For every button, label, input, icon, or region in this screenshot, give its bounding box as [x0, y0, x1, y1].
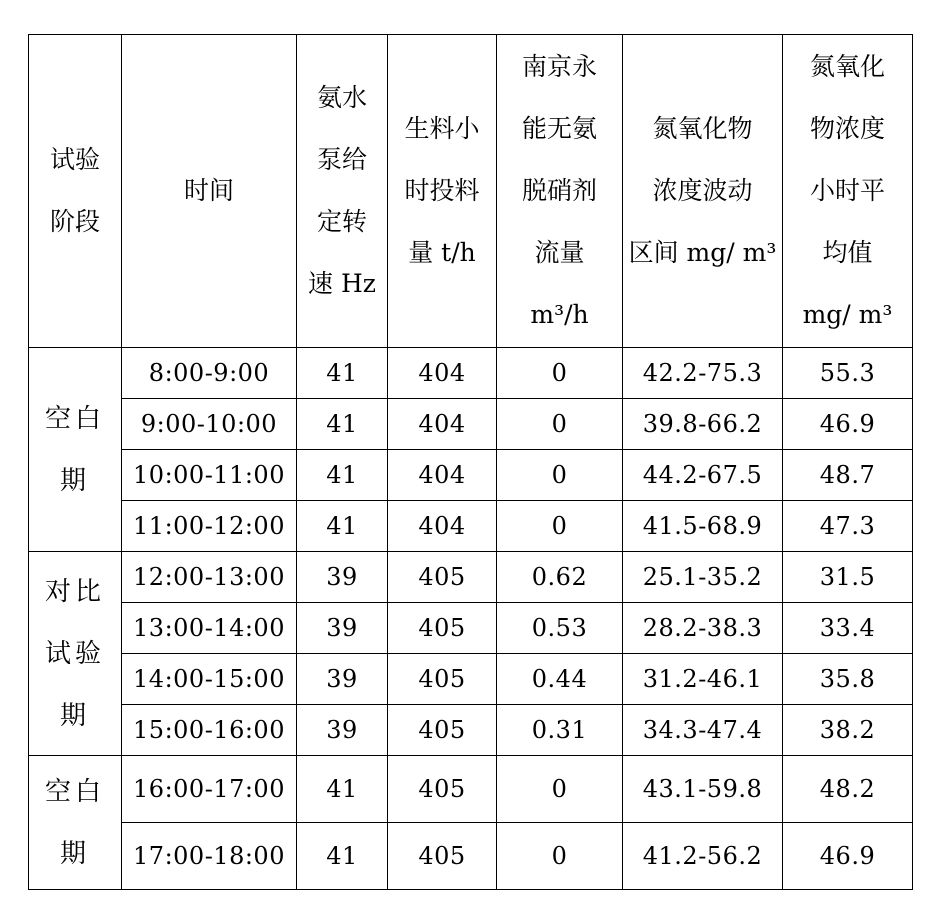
nox-avg-cell: 47.3 [783, 501, 913, 552]
stage-label-line: 对比 [44, 576, 105, 607]
table-row [29, 756, 913, 823]
table-row [29, 501, 913, 552]
header-nox-avg-line: mg/ m³ [802, 300, 893, 329]
header-nox-avg-line: 均值 [822, 238, 873, 267]
header-pump-speed-line: 氨水 [316, 83, 367, 112]
feed-rate-cell: 405 [388, 823, 497, 890]
pump-speed-cell: 41 [297, 756, 388, 823]
time-cell: 14:00-15:00 [122, 654, 297, 705]
header-nox-avg-line: 小时平 [809, 176, 885, 205]
header-time-line: 时间 [183, 176, 234, 205]
table-row [29, 654, 913, 705]
table-row [29, 603, 913, 654]
stage-label-line: 期 [59, 465, 90, 496]
header-feed-rate [388, 35, 497, 348]
pump-speed-cell: 39 [297, 654, 388, 705]
header-agent-flow-line: 流量 [534, 238, 585, 267]
header-stage-line: 阶段 [49, 207, 100, 236]
nox-range-cell: 31.2-46.1 [623, 654, 783, 705]
stage-label-line: 空白 [44, 776, 105, 807]
header-feed-rate-line: 生料小 [404, 114, 480, 143]
header-pump-speed [297, 35, 388, 348]
header-agent-flow [497, 35, 623, 348]
agent-flow-cell: 0 [497, 823, 623, 890]
agent-flow-cell: 0.31 [497, 705, 623, 756]
nox-avg-cell: 31.5 [783, 552, 913, 603]
nox-range-cell: 41.2-56.2 [623, 823, 783, 890]
header-feed-rate-line: 量 t/h [408, 238, 476, 267]
stage-cell [29, 552, 122, 756]
header-nox-range-line: 区间 mg/ m³ [628, 238, 777, 267]
nox-avg-cell: 48.2 [783, 756, 913, 823]
nox-test-table [28, 34, 913, 890]
time-cell: 11:00-12:00 [122, 501, 297, 552]
nox-avg-cell: 35.8 [783, 654, 913, 705]
header-agent-flow-line: 南京永 [521, 52, 597, 81]
nox-avg-cell: 48.7 [783, 450, 913, 501]
table-row [29, 399, 913, 450]
feed-rate-cell: 404 [388, 348, 497, 399]
header-nox-avg-line: 氮氧化 [809, 52, 885, 81]
nox-range-cell: 41.5-68.9 [623, 501, 783, 552]
header-stage [29, 35, 122, 348]
pump-speed-cell: 39 [297, 603, 388, 654]
header-pump-speed-line: 泵给 [316, 145, 367, 174]
nox-range-cell: 43.1-59.8 [623, 756, 783, 823]
time-cell: 10:00-11:00 [122, 450, 297, 501]
table-row [29, 348, 913, 399]
pump-speed-cell: 41 [297, 823, 388, 890]
stage-label-line: 空白 [44, 403, 105, 434]
table-row [29, 450, 913, 501]
nox-range-cell: 44.2-67.5 [623, 450, 783, 501]
pump-speed-cell: 41 [297, 399, 388, 450]
header-stage-line: 试验 [49, 145, 100, 174]
header-nox-avg-line: 物浓度 [809, 114, 885, 143]
header-agent-flow-line: m³/h [530, 300, 589, 329]
nox-range-cell: 42.2-75.3 [623, 348, 783, 399]
header-nox-avg [783, 35, 913, 348]
pump-speed-cell: 39 [297, 705, 388, 756]
feed-rate-cell: 405 [388, 654, 497, 705]
table-row [29, 705, 913, 756]
feed-rate-cell: 404 [388, 399, 497, 450]
agent-flow-cell: 0 [497, 450, 623, 501]
agent-flow-cell: 0.62 [497, 552, 623, 603]
nox-range-cell: 28.2-38.3 [623, 603, 783, 654]
nox-avg-cell: 38.2 [783, 705, 913, 756]
agent-flow-cell: 0 [497, 501, 623, 552]
pump-speed-cell: 41 [297, 348, 388, 399]
time-cell: 9:00-10:00 [122, 399, 297, 450]
feed-rate-cell: 405 [388, 756, 497, 823]
stage-label-line: 期 [59, 838, 90, 869]
time-cell: 16:00-17:00 [122, 756, 297, 823]
header-time [122, 35, 297, 348]
pump-speed-cell: 39 [297, 552, 388, 603]
time-cell: 15:00-16:00 [122, 705, 297, 756]
feed-rate-cell: 405 [388, 552, 497, 603]
header-agent-flow-line: 能无氨 [521, 114, 597, 143]
time-cell: 17:00-18:00 [122, 823, 297, 890]
header-row [29, 35, 913, 348]
header-nox-range-line: 浓度波动 [652, 176, 753, 205]
header-feed-rate-line: 时投料 [404, 176, 480, 205]
nox-range-cell: 34.3-47.4 [623, 705, 783, 756]
nox-avg-cell: 46.9 [783, 399, 913, 450]
stage-cell [29, 756, 122, 890]
agent-flow-cell: 0.53 [497, 603, 623, 654]
pump-speed-cell: 41 [297, 450, 388, 501]
agent-flow-cell: 0 [497, 399, 623, 450]
feed-rate-cell: 405 [388, 705, 497, 756]
agent-flow-cell: 0 [497, 348, 623, 399]
time-cell: 13:00-14:00 [122, 603, 297, 654]
time-cell: 12:00-13:00 [122, 552, 297, 603]
feed-rate-cell: 405 [388, 603, 497, 654]
table-row [29, 823, 913, 890]
header-nox-range-line: 氮氧化物 [652, 114, 753, 143]
header-pump-speed-line: 速 Hz [308, 269, 376, 298]
nox-range-cell: 39.8-66.2 [623, 399, 783, 450]
stage-cell [29, 348, 122, 552]
feed-rate-cell: 404 [388, 450, 497, 501]
pump-speed-cell: 41 [297, 501, 388, 552]
stage-label-line: 期 [59, 700, 90, 731]
nox-avg-cell: 55.3 [783, 348, 913, 399]
nox-range-cell: 25.1-35.2 [623, 552, 783, 603]
nox-avg-cell: 33.4 [783, 603, 913, 654]
nox-avg-cell: 46.9 [783, 823, 913, 890]
stage-label-line: 试验 [44, 638, 105, 669]
header-agent-flow-line: 脱硝剂 [521, 176, 597, 205]
agent-flow-cell: 0.44 [497, 654, 623, 705]
feed-rate-cell: 404 [388, 501, 497, 552]
table-row [29, 552, 913, 603]
time-cell: 8:00-9:00 [122, 348, 297, 399]
header-pump-speed-line: 定转 [316, 207, 367, 236]
header-nox-range [623, 35, 783, 348]
agent-flow-cell: 0 [497, 756, 623, 823]
